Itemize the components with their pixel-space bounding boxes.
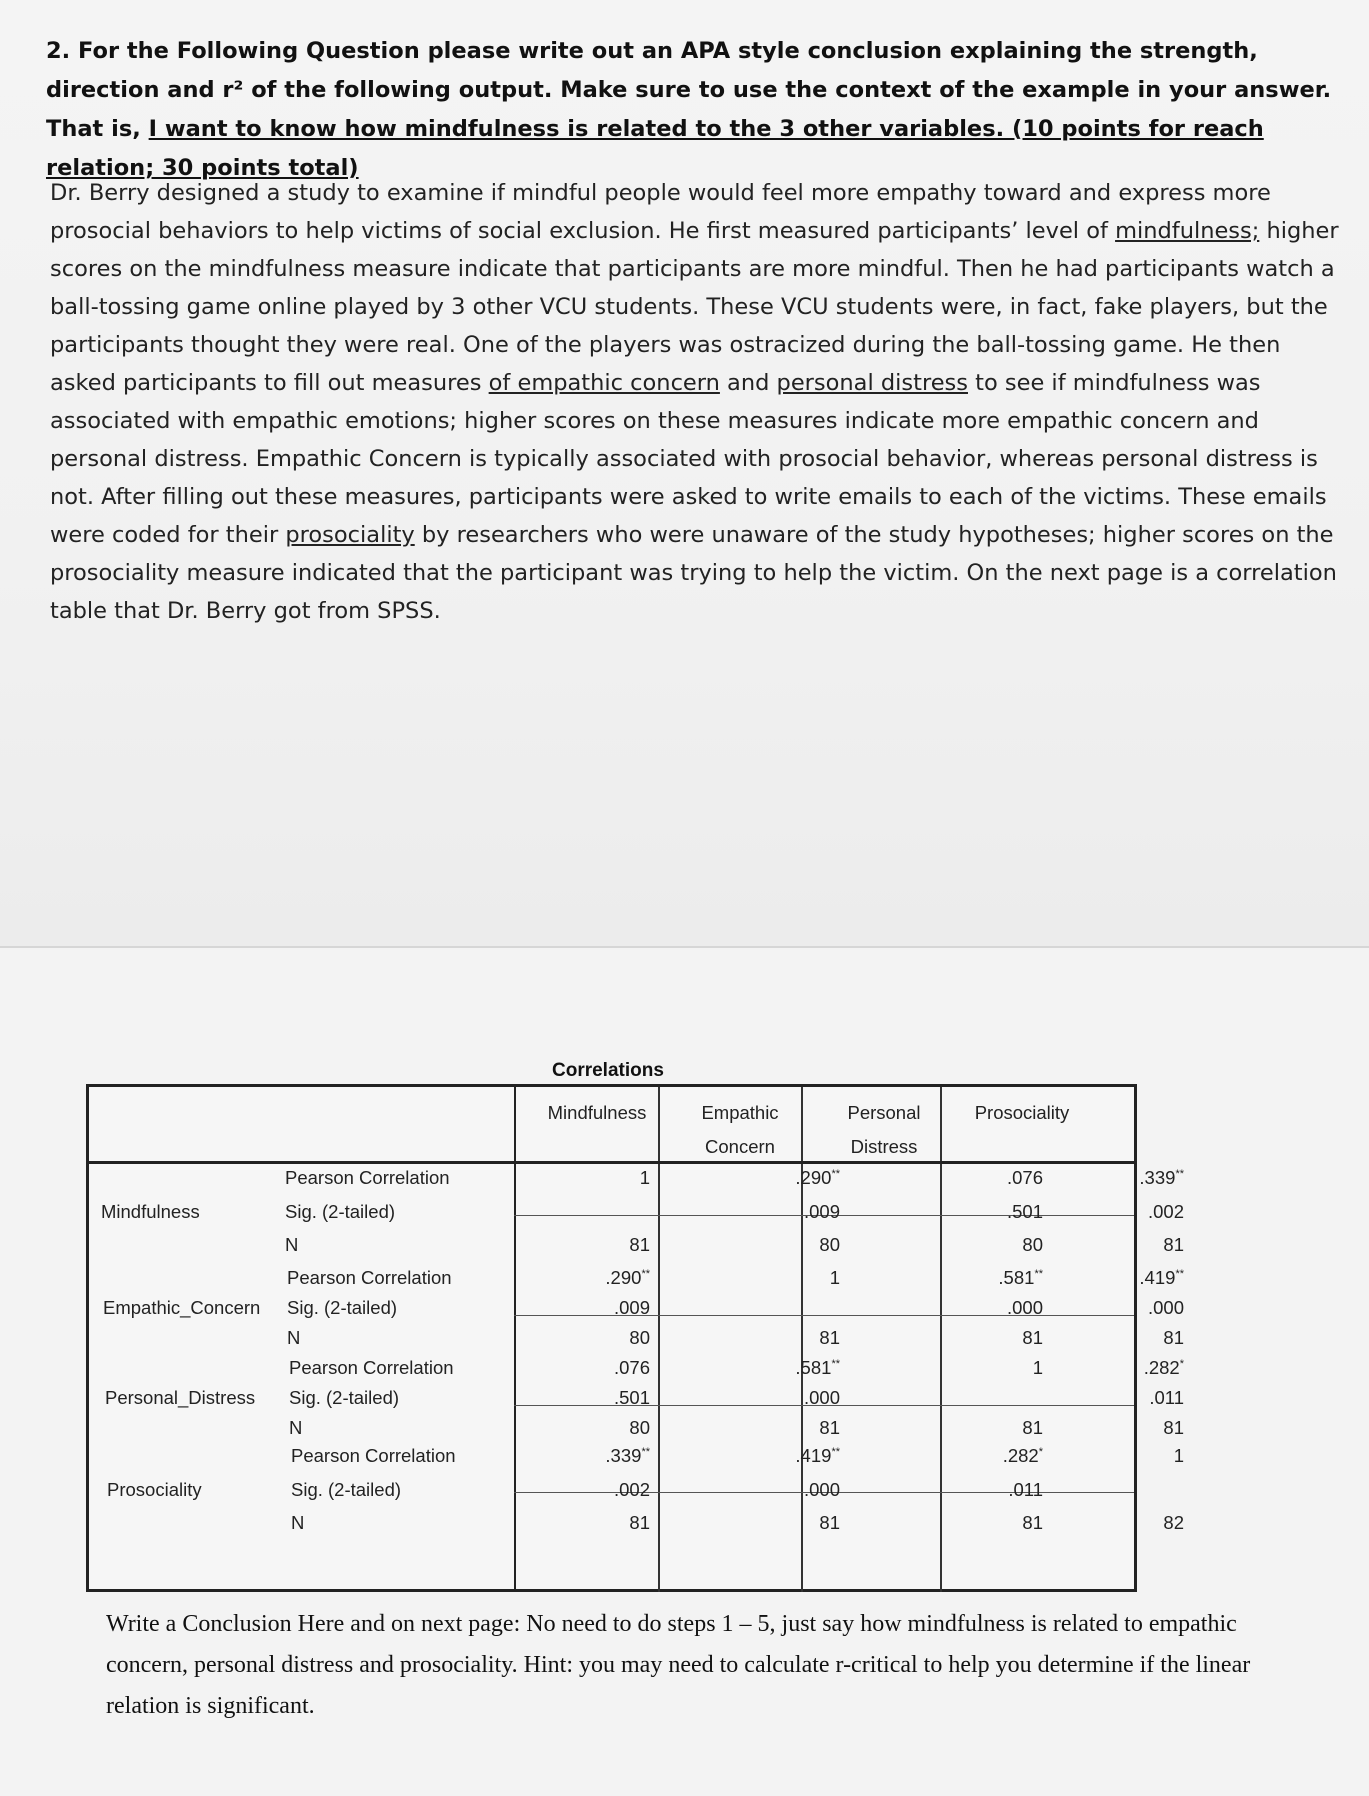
intro-text-4: to see if mindfulness was associated with empathic emotions; higher scores on these measures indicate more empathic concern and personal distress. Empathic Concern is typically associated with prosocial behavior, whereas personal distress is not. After filling out these measures, participants were asked to write emails to each of the victims. These emails were coded for their	[50, 370, 1327, 548]
stat-label: Pearson Correlation	[285, 1167, 450, 1188]
stat-label: Pearson Correlation	[291, 1445, 456, 1466]
table-cell-value: 1	[1032, 1357, 1043, 1378]
table-cell-value: 81	[1163, 1234, 1184, 1255]
table-title: Correlations	[552, 1060, 664, 1081]
significance-marker: **	[641, 1267, 650, 1280]
question-emphasis: I want to know how mindfulness is related to the 3 other variables. (10 points for reach relation; 30 points total)	[46, 116, 1264, 181]
question-text: 2. For the Following Question please write out an APA style conclusion explaining the strength, direction and r² of the following output. Make sure to use the context of the example in your answer. That is,	[46, 38, 1332, 142]
significance-marker: **	[831, 1357, 840, 1370]
table-cell-value: 81	[1022, 1417, 1043, 1438]
table-cell-value: 81	[1022, 1512, 1043, 1533]
column-header: Mindfulness	[547, 1102, 647, 1123]
intro-text-2: higher scores on the mindfulness measure indicate that participants are more mindful. Then he had participants watch a ball-tossing game online played by 3 other VCU students. These VCU students were, in fact, fake players, but the participants thought they were real. One of the players was ostracized during the ball-tossing game. He then asked participants to fill out measures	[50, 218, 1339, 396]
table-cell-value: .419**	[1139, 1267, 1184, 1288]
significance-marker: *	[1179, 1357, 1184, 1370]
stat-label: Sig. (2-tailed)	[287, 1297, 398, 1318]
table-cell-value: .501	[1006, 1201, 1043, 1222]
table-cell-value: .076	[1006, 1167, 1043, 1188]
table-cell-value: .011	[1149, 1387, 1184, 1408]
table-cell-value: .290**	[605, 1267, 650, 1288]
table-cell-value: 81	[629, 1234, 650, 1255]
table-cell-value: 80	[629, 1417, 650, 1438]
table-cell-value: 82	[1163, 1512, 1184, 1533]
column-header: Personal	[847, 1102, 921, 1123]
question-heading	[46, 32, 1336, 188]
column-header: Prosociality	[974, 1102, 1070, 1123]
table-cell-value: 1	[829, 1267, 840, 1288]
stat-label: Pearson Correlation	[289, 1357, 454, 1378]
table-cell-value: 81	[1163, 1327, 1184, 1348]
table-cell-value: .501	[613, 1387, 650, 1408]
correlations-table	[86, 1084, 1184, 1592]
stat-label: Pearson Correlation	[287, 1267, 452, 1288]
table-cell-value: 80	[629, 1327, 650, 1348]
intro-text-1: Dr. Berry designed a study to examine if mindful people would feel more empathy toward and express more prosocial behaviors to help victims of social exclusion. He first measured participants’ level of	[50, 180, 1271, 244]
term-empathic-concern: of empathic concern	[488, 370, 720, 396]
table-cell-value: .011	[1008, 1479, 1043, 1500]
table-cell-value: 81	[1022, 1327, 1043, 1348]
term-prosociality: prosociality	[285, 522, 415, 548]
intro-text-5: by researchers who were unaware of the study hypotheses; higher scores on the prosociality measure indicated that the participant was trying to help the victim. On the next page is a correlation table that Dr. Berry got from SPSS.	[50, 522, 1337, 624]
table-cell-value: 81	[819, 1512, 840, 1533]
table-cell-value: .290**	[795, 1167, 840, 1188]
table-cell-value: 80	[1022, 1234, 1043, 1255]
table-cell-value: .000	[803, 1479, 840, 1500]
table-cell-value: .282*	[1002, 1445, 1043, 1466]
significance-marker: *	[1038, 1445, 1043, 1458]
table-cell-value: .339**	[1139, 1167, 1184, 1188]
table-cell-value: .581**	[795, 1357, 840, 1378]
stat-label: N	[289, 1417, 303, 1438]
stat-label: N	[287, 1327, 301, 1348]
table-cell-value: .000	[1147, 1297, 1184, 1318]
table-cell-value: 1	[639, 1167, 650, 1188]
significance-marker: **	[1175, 1267, 1184, 1280]
table-cell-value: .076	[613, 1357, 650, 1378]
table-cell-value: 81	[1163, 1417, 1184, 1438]
significance-marker: **	[831, 1445, 840, 1458]
table-cell-value: 81	[629, 1512, 650, 1533]
row-variable-label: Prosociality	[107, 1479, 202, 1500]
table-cell-value: .009	[803, 1201, 840, 1222]
table-cell-value: .002	[613, 1479, 650, 1500]
column-header: Empathic	[701, 1102, 779, 1123]
table-cell-value: .419**	[795, 1445, 840, 1466]
significance-marker: **	[1175, 1167, 1184, 1180]
intro-text-3: and	[719, 370, 777, 396]
table-cell-value: .009	[613, 1297, 650, 1318]
table-cell-value: .339**	[605, 1445, 650, 1466]
stat-label: Sig. (2-tailed)	[289, 1387, 400, 1408]
table-cell-value: 1	[1173, 1445, 1184, 1466]
table-cell-value: .581**	[998, 1267, 1043, 1288]
table-cell-value: .282*	[1143, 1357, 1184, 1378]
row-variable-label: Personal_Distress	[105, 1387, 256, 1408]
stat-label: Sig. (2-tailed)	[285, 1201, 396, 1222]
significance-marker: **	[831, 1167, 840, 1180]
stat-label: Sig. (2-tailed)	[291, 1479, 402, 1500]
stat-label: N	[291, 1512, 305, 1533]
term-personal-distress: personal distress	[776, 370, 968, 396]
table-cell-value: 81	[819, 1417, 840, 1438]
header-divider	[89, 1161, 1134, 1164]
table-cell-value: .000	[803, 1387, 840, 1408]
conclusion-prompt: Write a Conclusion Here and on next page: No need to do steps 1 – 5, just say how mindfulness is related to empathic concern, personal distress and prosociality. Hint: you may need to calculate r-critical to help you determine if the linear relation is significant.	[106, 1611, 1251, 1719]
table-cell-value: 80	[819, 1234, 840, 1255]
table-cell-value: 81	[819, 1327, 840, 1348]
table-cell-value: .000	[1006, 1297, 1043, 1318]
significance-marker: **	[1034, 1267, 1043, 1280]
term-mindfulness: mindfulness;	[1115, 218, 1260, 244]
study-description	[50, 174, 1340, 630]
table-cell-value: .002	[1147, 1201, 1184, 1222]
column-header-line2: Concern	[705, 1136, 775, 1157]
row-variable-label: Empathic_Concern	[103, 1297, 261, 1318]
row-variable-label: Mindfulness	[101, 1201, 200, 1222]
significance-marker: **	[641, 1445, 650, 1458]
column-header-line2: Distress	[850, 1136, 918, 1157]
stat-label: N	[285, 1234, 299, 1255]
